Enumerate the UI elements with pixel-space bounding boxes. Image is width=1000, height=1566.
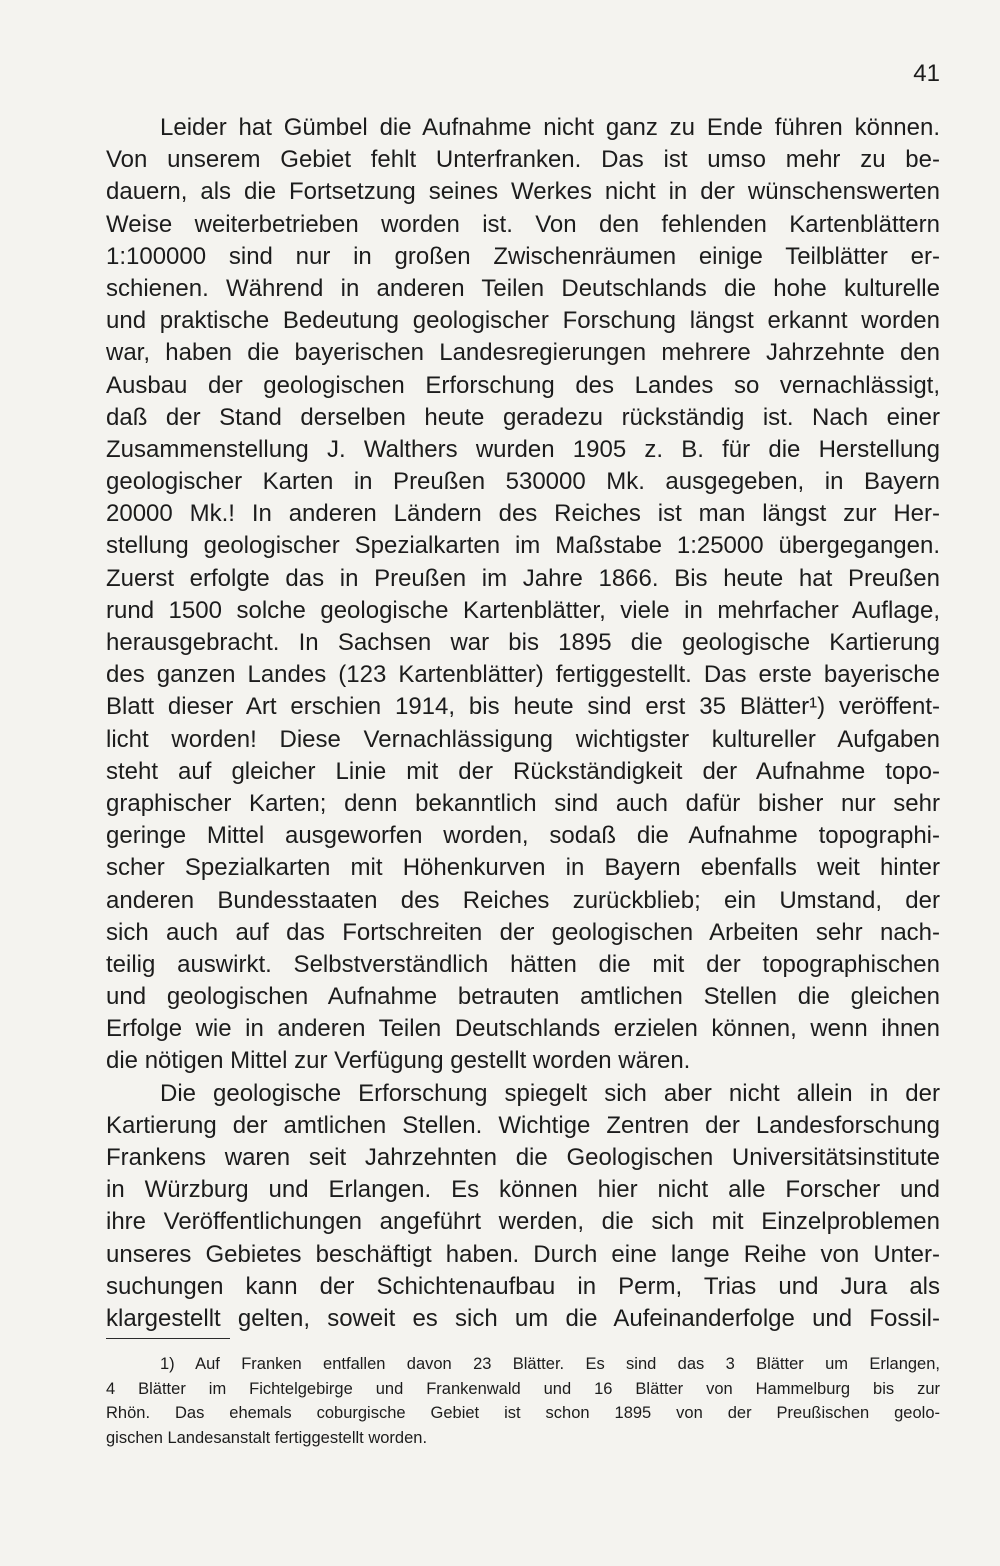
text-line: Blatt dieser Art erschien 1914, bis heute sind erst 35 Blätter¹) veröffent- <box>106 693 940 721</box>
text-line: geologischer Karten in Preußen 530000 Mk. ausgegeben, in Bayern <box>106 468 940 496</box>
text-line: war, haben die bayerischen Landesregierungen mehrere Jahrzehnte den <box>106 339 940 367</box>
text-line: licht worden! Diese Vernachlässigung wichtigster kultureller Aufgaben <box>106 725 940 753</box>
text-line: Ausbau der geologischen Erforschung des Landes so vernachlässigt, <box>106 371 940 399</box>
text-line: geringe Mittel ausgeworfen worden, sodaß die Aufnahme topographi- <box>106 822 940 850</box>
footnote-line: 1) Auf Franken entfallen davon 23 Blätter. Es sind das 3 Blätter um Erlangen, <box>160 1355 940 1373</box>
text-line: daß der Stand derselben heute geradezu rückständig ist. Nach einer <box>106 403 940 431</box>
text-line: stellung geologischer Spezialkarten im Maßstabe 1:25000 übergegangen. <box>106 532 940 560</box>
text-line: Von unserem Gebiet fehlt Unterfranken. Das ist umso mehr zu be- <box>106 146 940 174</box>
text-line: rund 1500 solche geologische Kartenblätter, viele in mehrfacher Auflage, <box>106 596 940 624</box>
text-line: steht auf gleicher Linie mit der Rückständigkeit der Aufnahme topo- <box>106 757 940 785</box>
text-line: graphischer Karten; denn bekanntlich sind auch dafür bisher nur sehr <box>106 789 940 817</box>
footnote <box>106 1352 940 1450</box>
text-line: ihre Veröffentlichungen angeführt werden, die sich mit Einzelproblemen <box>106 1208 940 1236</box>
text-line: dauern, als die Fortsetzung seines Werkes nicht in der wünschenswerten <box>106 178 940 206</box>
text-line: in Würzburg und Erlangen. Es können hier nicht alle Forscher und <box>106 1176 940 1204</box>
footnote-divider <box>106 1338 230 1339</box>
paragraph-2 <box>106 1078 940 1336</box>
footnote-line: 4 Blätter im Fichtelgebirge und Frankenwald und 16 Blätter von Hammelburg bis zur <box>106 1379 940 1398</box>
body-text <box>106 112 940 1335</box>
text-line: teilig auswirkt. Selbstverständlich hätten die mit der topographischen <box>106 950 940 978</box>
text-line: Erfolge wie in anderen Teilen Deutschlands erzielen können, wenn ihnen <box>106 1015 940 1043</box>
text-line: 20000 Mk.! In anderen Ländern des Reiches ist man längst zur Her- <box>106 500 940 528</box>
footnote-line: gischen Landesanstalt fertiggestellt worden. <box>106 1428 428 1447</box>
text-line: herausgebracht. In Sachsen war bis 1895 die geologische Kartierung <box>106 629 940 656</box>
text-line: suchungen kann der Schichtenaufbau in Perm, Trias und Jura als <box>106 1272 940 1300</box>
footnote-line: Rhön. Das ehemals coburgische Gebiet ist schon 1895 von der Preußischen geolo- <box>106 1404 940 1422</box>
text-line: die nötigen Mittel zur Verfügung gestellt worden wären. <box>106 1047 691 1075</box>
text-line: Zuerst erfolgte das in Preußen im Jahre 1866. Bis heute hat Preußen <box>106 564 940 592</box>
paragraph-1 <box>106 112 940 1078</box>
text-line: und praktische Bedeutung geologischer Forschung längst erkannt worden <box>106 307 940 335</box>
text-line: unseres Gebietes beschäftigt haben. Durch eine lange Reihe von Unter- <box>106 1240 940 1268</box>
text-line: 1:100000 sind nur in großen Zwischenräumen einige Teilblätter er- <box>106 242 940 270</box>
text-line: schienen. Während in anderen Teilen Deutschlands die hohe kulturelle <box>106 274 940 302</box>
text-line: Die geologische Erforschung spiegelt sich aber nicht allein in der <box>160 1079 940 1107</box>
text-line: sich auch auf das Fortschreiten der geologischen Arbeiten sehr nach- <box>106 918 940 946</box>
text-line: scher Spezialkarten mit Höhenkurven in Bayern ebenfalls weit hinter <box>106 854 940 882</box>
text-line: klargestellt gelten, soweit es sich um die Aufeinanderfolge und Fossil- <box>106 1304 940 1332</box>
text-line: Frankens waren seit Jahrzehnten die Geologischen Universitätsinstitute <box>106 1144 940 1171</box>
text-line: Zusammenstellung J. Walthers wurden 1905 z. B. für die Herstellung <box>106 435 940 463</box>
page-number: 41 <box>913 60 940 87</box>
text-line: Kartierung der amtlichen Stellen. Wichtige Zentren der Landesforschung <box>106 1111 940 1139</box>
text-line: des ganzen Landes (123 Kartenblätter) fertiggestellt. Das erste bayerische <box>106 661 940 689</box>
text-line: anderen Bundesstaaten des Reiches zurückblieb; ein Umstand, der <box>106 886 940 914</box>
text-line: Weise weiterbetrieben worden ist. Von den fehlenden Kartenblättern <box>106 210 940 238</box>
text-line: und geologischen Aufnahme betrauten amtlichen Stellen die gleichen <box>106 983 940 1011</box>
text-line: Leider hat Gümbel die Aufnahme nicht ganz zu Ende führen können. <box>160 114 940 141</box>
